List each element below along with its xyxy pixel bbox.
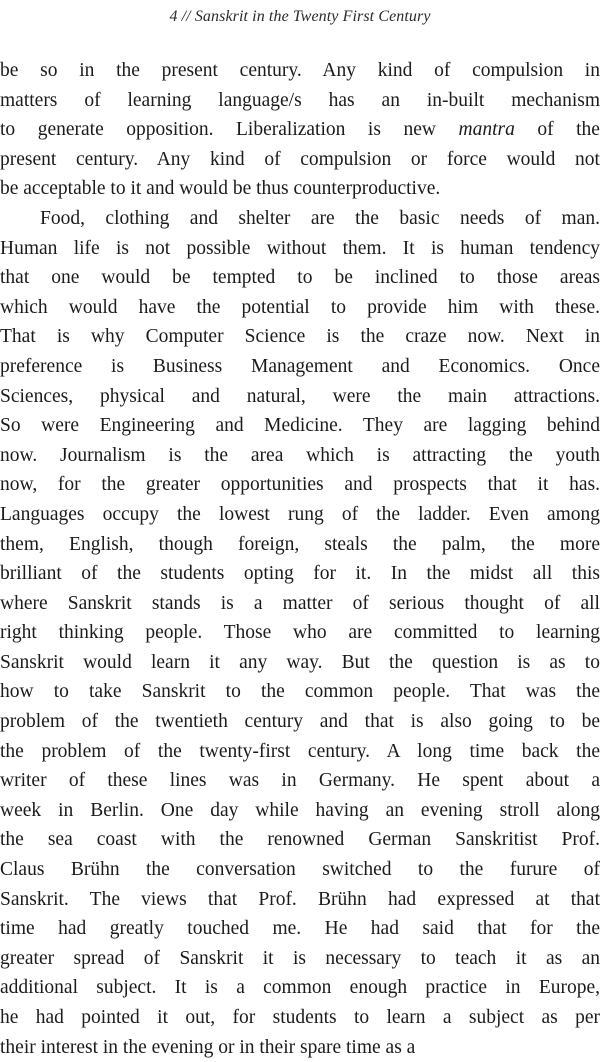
text-line: be acceptable to it and would be thus counterproductive. [0,178,441,200]
text-line: Human life is not possible without them. It is human tendency [0,237,600,259]
text-line: to generate opposition. Liberalization is new mantra of the [0,119,600,141]
text-line: time had greatly touched me. He had said that for the [0,918,600,940]
text-line: which would have the potential to provide him with these. [0,296,600,318]
text-line: where Sanskrit stands is a matter of serious thought of all [0,592,600,614]
text-line: the problem of the twenty-first century. A long time back the [0,740,600,762]
text-line: be so in the present century. Any kind of compulsion in [0,60,600,81]
text-line: Sanskrit would learn it any way. But the question is as to [0,651,600,673]
text-line: how to take Sanskrit to the common people. That was the [0,681,600,703]
text-line: That is why Computer Science is the craze now. Next in [0,326,600,348]
text-line: now. Journalism is the area which is attracting the youth [0,444,600,466]
text-line: brilliant of the students opting for it. In the midst all this [0,563,600,585]
text-line: So were Engineering and Medicine. They are lagging behind [0,415,600,437]
text-line: he had pointed it out, for students to learn a subject as per [0,1007,600,1028]
text-line: Claus Brühn the conversation switched to the furure of [0,859,600,881]
text-line: their interest in the evening or in their spare time as a [0,1036,416,1058]
text-line: present century. Any kind of compulsion or force would not [0,148,600,170]
body-text [0,56,600,1062]
text-line: the sea coast with the renowned German Sanskritist Prof. [0,829,600,851]
text-line: them, English, though foreign, steals the palm, the more [0,533,600,555]
text-line: writer of these lines was in Germany. He spent about a [0,770,600,792]
text-line: Languages occupy the lowest rung of the ladder. Even among [0,503,600,525]
text-line: additional subject. It is a common enough practice in Europe, [0,977,600,999]
text-line: Sciences, physical and natural, were the main attractions. [0,385,600,407]
text-line: matters of learning language/s has an in-built mechanism [0,89,600,111]
text-line: Food, clothing and shelter are the basic needs of man. [40,207,600,229]
running-header: 4 // Sanskrit in the Twenty First Century [169,8,431,25]
text-line: right thinking people. Those who are committed to learning [0,622,600,644]
text-line: Sanskrit. The views that Prof. Brühn had expressed at that [0,888,600,910]
text-line: greater spread of Sanskrit it is necessary to teach it as an [0,947,600,969]
text-line: preference is Business Management and Economics. Once [0,355,600,377]
text-line: week in Berlin. One day while having an evening stroll along [0,799,600,821]
text-line: now, for the greater opportunities and prospects that it has. [0,474,600,496]
text-line: problem of the twentieth century and that is also going to be [0,711,600,733]
text-line: that one would be tempted to be inclined to those areas [0,267,600,289]
